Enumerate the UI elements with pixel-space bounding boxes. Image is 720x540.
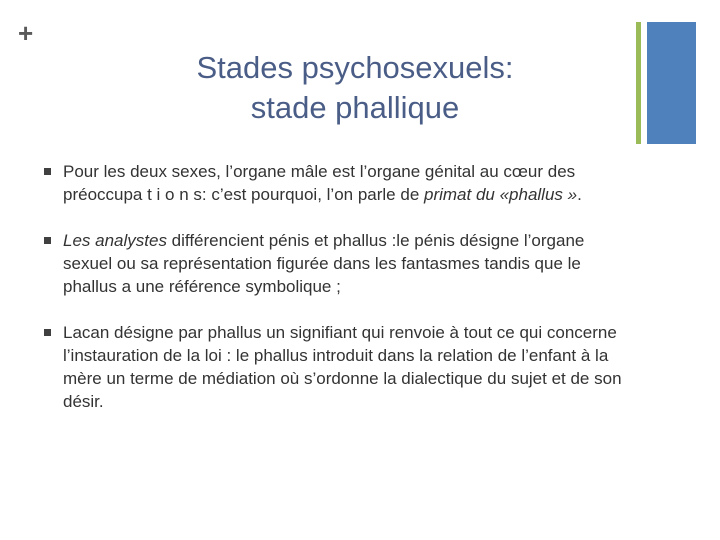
bullet-1-emphasis: primat du «phallus » [424, 185, 578, 204]
bullet-list [44, 160, 634, 436]
plus-decoration: + [18, 18, 34, 48]
bullet-2-text: différencient pénis et phallus :le pénis désigne l’organe sexuel ou sa représentation figurée dans les fantasmes tandis que le phallus a une référence symbolique ; [63, 231, 585, 296]
square-bullet-icon [44, 168, 51, 175]
bullet-item-2 [44, 229, 634, 298]
square-bullet-icon [44, 329, 51, 336]
square-bullet-icon [44, 237, 51, 244]
title-line-2: stade phallique [250, 90, 460, 125]
slide-title [120, 48, 590, 128]
accent-green-bar [636, 22, 641, 144]
bullet-item-1 [44, 160, 634, 206]
bullet-item-3 [44, 321, 634, 413]
accent-blue-block [647, 22, 696, 144]
bullet-1-text: Pour les deux sexes, l’organe mâle est l’organe génital au cœur des préoccupa t i o n s: c’est pourquoi, l’on parle de [63, 162, 576, 204]
title-line-1: Stades psychosexuels: [196, 50, 514, 85]
bullet-3-text: Lacan désigne par phallus un signifiant qui renvoie à tout ce qui concerne l’instauration de la loi : le phallus introduit dans la relation de l’enfant à la mère un terme de médiation où s’ordonne la dialectique du sujet et de son désir. [63, 323, 622, 411]
bullet-1-end: . [577, 185, 582, 204]
bullet-2-emphasis: Les analystes [63, 231, 167, 250]
